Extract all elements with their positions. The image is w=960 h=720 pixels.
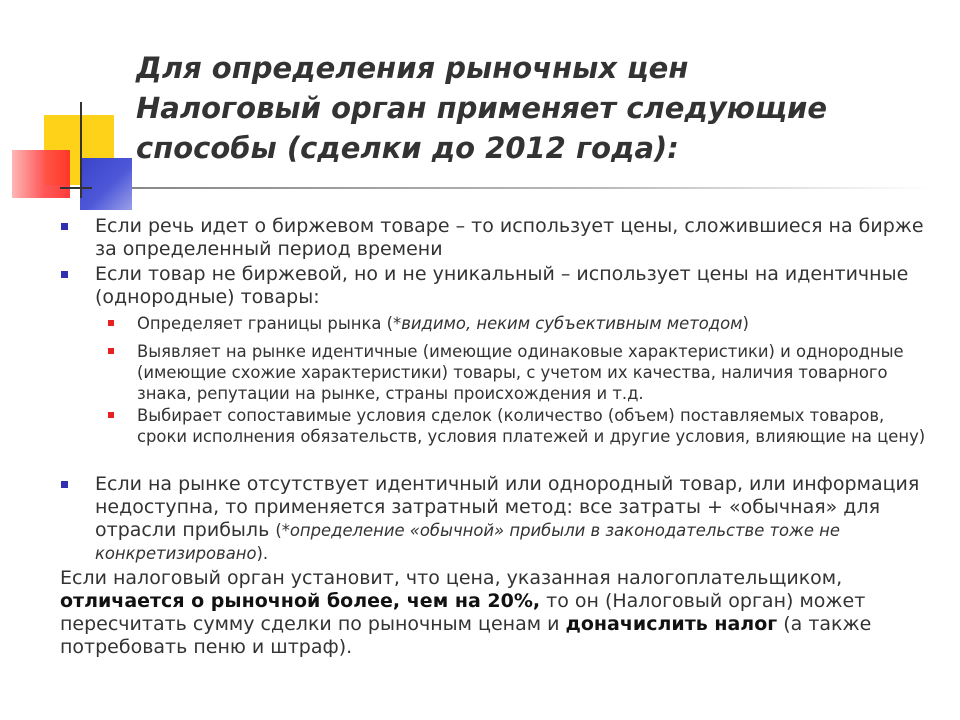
sub-bullet-marker [108, 412, 114, 418]
conclusion-text: то он (Налоговый орган) может пересчитать сумму сделки по рыночным ценам и [60, 590, 866, 635]
bullet-marker [61, 223, 68, 230]
bullet-item [95, 215, 940, 261]
bullet-note-open: (* [275, 521, 290, 540]
sub-bullet-text: Выбирает сопоставимые условия сделок (количество (объем) поставляемых товаров, сроки исполнения обязательств, условия платежей и другие условия, влияющие на цену) [137, 406, 926, 446]
bullet-text: Если на рынке отсутствует идентичный или однородный товар, или информация недоступна, то применяется затратный метод: все затраты + «обычная» для отрасли прибыль [95, 473, 920, 541]
conclusion-text: Если налоговый орган установит, что цена, указанная налогоплательщиком, [60, 567, 843, 589]
decor-vertical-line [80, 102, 82, 198]
sub-bullet-text: Выявляет на рынке идентичные (имеющие одинаковые характеристики) и однородные (имеющие схожие характеристики) товары, с учетом их качества, наличия товарного знака, репутации на рынке, страны происхождения и т.д. [137, 342, 904, 403]
slide-title-line: Налоговый орган применяет следующие [136, 91, 827, 125]
conclusion-paragraph [60, 567, 940, 659]
slide-title [136, 48, 936, 168]
slide-title-line: Для определения рыночных цен [136, 51, 689, 85]
bullet-marker [61, 481, 68, 488]
bullet-italic-note: определение «обычной» прибыли в законодательстве тоже не конкретизировано [95, 521, 840, 563]
sub-bullet-italic-note: видимо, неким субъективным методом [401, 314, 743, 333]
decor-red-square [12, 150, 70, 198]
sub-bullet-text: ) [742, 314, 749, 333]
sub-bullet-item [137, 313, 927, 334]
bullet-text: Если речь идет о биржевом товаре – то использует цены, сложившиеся на бирже за определенный период времени [95, 215, 924, 260]
title-underline [132, 187, 932, 189]
bullet-item [95, 473, 940, 565]
bullet-item [95, 263, 940, 309]
bullet-note-close: ). [256, 544, 269, 563]
sub-bullet-item [137, 405, 927, 447]
bullet-marker [61, 271, 68, 278]
conclusion-text: (а также потребовать пеню и штраф). [60, 613, 872, 658]
decor-blue-square [80, 158, 132, 210]
conclusion-bold: отличается о рыночной более, чем на 20%, [60, 590, 541, 612]
slide-title-line: способы (сделки до 2012 года): [136, 131, 679, 165]
conclusion-bold: доначислить налог [565, 613, 778, 635]
decor-horizontal-line [60, 187, 92, 189]
sub-bullet-text: Определяет границы рынка (* [137, 314, 402, 333]
bullet-text: Если товар не биржевой, но и не уникальный – использует цены на идентичные (однородные) товары: [95, 263, 909, 308]
sub-bullet-marker [108, 348, 114, 354]
sub-bullet-item [137, 341, 927, 404]
sub-bullet-marker [108, 320, 114, 326]
